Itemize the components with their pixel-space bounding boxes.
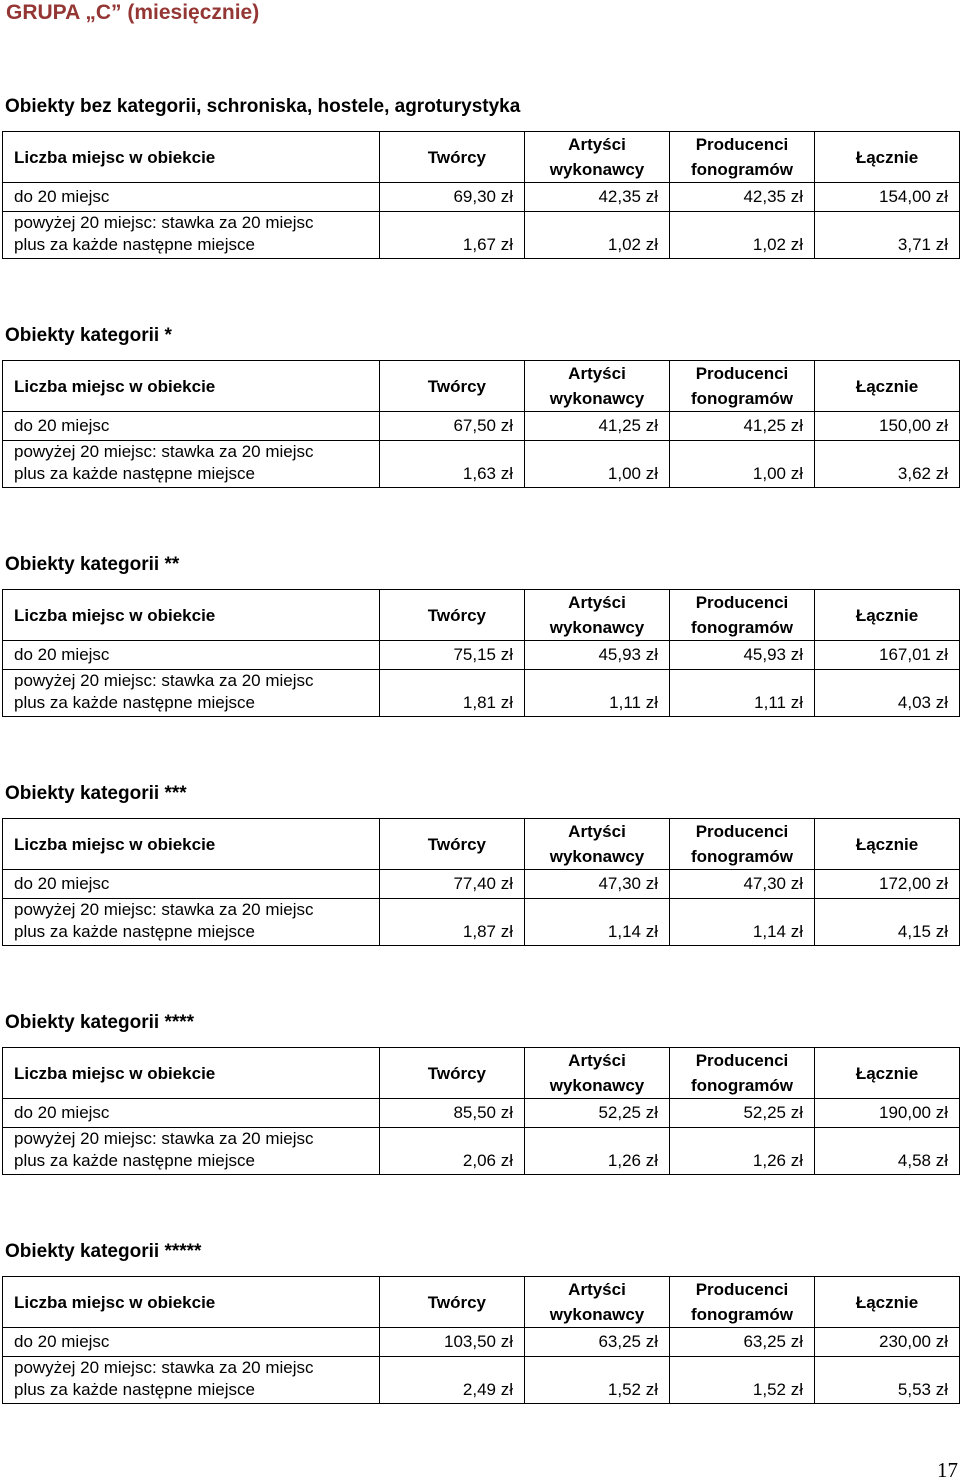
- value-creators: 85,50 zł: [380, 1099, 525, 1128]
- rate-table: [2, 360, 960, 488]
- row-label: powyżej 20 miejsc: stawka za 20 miejsc plus za każde następne miejsce: [3, 1128, 380, 1175]
- value-total: 167,01 zł: [815, 641, 960, 670]
- header-producers: Producenci fonogramów: [670, 132, 815, 183]
- row-label: powyżej 20 miejsc: stawka za 20 miejsc plus za każde następne miejsce: [3, 441, 380, 488]
- section-title: Obiekty kategorii ****: [5, 1012, 195, 1033]
- page-title: GRUPA „C” (miesięcznie): [6, 1, 260, 24]
- value-performers: 1,26 zł: [525, 1128, 670, 1175]
- header-total: Łącznie: [815, 132, 960, 183]
- row-label: do 20 miejsc: [3, 183, 380, 212]
- row-label: do 20 miejsc: [3, 412, 380, 441]
- table-row: [3, 441, 960, 488]
- value-total: 3,62 zł: [815, 441, 960, 488]
- value-producers: 1,11 zł: [670, 670, 815, 717]
- row-label: do 20 miejsc: [3, 1099, 380, 1128]
- header-total: Łącznie: [815, 590, 960, 641]
- header-creators: Twórcy: [380, 819, 525, 870]
- value-creators: 75,15 zł: [380, 641, 525, 670]
- header-creators: Twórcy: [380, 361, 525, 412]
- value-total: 172,00 zł: [815, 870, 960, 899]
- value-total: 230,00 zł: [815, 1328, 960, 1357]
- header-places: Liczba miejsc w obiekcie: [3, 132, 380, 183]
- value-performers: 1,14 zł: [525, 899, 670, 946]
- value-producers: 1,00 zł: [670, 441, 815, 488]
- header-places: Liczba miejsc w obiekcie: [3, 361, 380, 412]
- rate-table: [2, 1047, 960, 1175]
- value-total: 150,00 zł: [815, 412, 960, 441]
- table-header-row: [3, 1277, 960, 1328]
- rate-table: [2, 818, 960, 946]
- value-creators: 1,63 zł: [380, 441, 525, 488]
- table-row: [3, 670, 960, 717]
- value-total: 190,00 zł: [815, 1099, 960, 1128]
- section-title: Obiekty kategorii ***: [5, 783, 187, 804]
- header-performers: Artyści wykonawcy: [525, 1048, 670, 1099]
- row-label: powyżej 20 miejsc: stawka za 20 miejsc plus za każde następne miejsce: [3, 670, 380, 717]
- header-performers: Artyści wykonawcy: [525, 132, 670, 183]
- header-performers: Artyści wykonawcy: [525, 361, 670, 412]
- rate-section: [2, 550, 959, 712]
- page-number: 17: [937, 1458, 958, 1482]
- header-creators: Twórcy: [380, 1277, 525, 1328]
- value-producers: 1,26 zł: [670, 1128, 815, 1175]
- header-producers: Producenci fonogramów: [670, 819, 815, 870]
- header-creators: Twórcy: [380, 132, 525, 183]
- value-performers: 1,52 zł: [525, 1357, 670, 1404]
- header-creators: Twórcy: [380, 1048, 525, 1099]
- rate-section: [2, 92, 959, 254]
- value-creators: 2,06 zł: [380, 1128, 525, 1175]
- row-label: do 20 miejsc: [3, 1328, 380, 1357]
- value-producers: 45,93 zł: [670, 641, 815, 670]
- value-creators: 1,67 zł: [380, 212, 525, 259]
- table-row: [3, 899, 960, 946]
- value-creators: 1,87 zł: [380, 899, 525, 946]
- value-producers: 47,30 zł: [670, 870, 815, 899]
- header-performers: Artyści wykonawcy: [525, 819, 670, 870]
- rate-section: [2, 1008, 959, 1170]
- value-performers: 52,25 zł: [525, 1099, 670, 1128]
- table-row: [3, 1328, 960, 1357]
- rate-section: [2, 1237, 959, 1399]
- value-performers: 47,30 zł: [525, 870, 670, 899]
- section-title: Obiekty bez kategorii, schroniska, hostele, agroturystyka: [5, 96, 521, 117]
- row-label: powyżej 20 miejsc: stawka za 20 miejsc plus za każde następne miejsce: [3, 212, 380, 259]
- value-creators: 1,81 zł: [380, 670, 525, 717]
- rate-table: [2, 1276, 960, 1404]
- header-creators: Twórcy: [380, 590, 525, 641]
- table-header-row: [3, 361, 960, 412]
- rate-section: [2, 321, 959, 483]
- value-producers: 1,52 zł: [670, 1357, 815, 1404]
- header-total: Łącznie: [815, 1277, 960, 1328]
- rate-section: [2, 779, 959, 941]
- table-row: [3, 870, 960, 899]
- value-performers: 63,25 zł: [525, 1328, 670, 1357]
- section-title: Obiekty kategorii *****: [5, 1241, 202, 1262]
- header-total: Łącznie: [815, 819, 960, 870]
- section-title: Obiekty kategorii **: [5, 554, 180, 575]
- table-header-row: [3, 590, 960, 641]
- value-creators: 69,30 zł: [380, 183, 525, 212]
- rate-table: [2, 589, 960, 717]
- value-creators: 67,50 zł: [380, 412, 525, 441]
- value-performers: 1,02 zł: [525, 212, 670, 259]
- table-row: [3, 183, 960, 212]
- row-label: do 20 miejsc: [3, 641, 380, 670]
- row-label: do 20 miejsc: [3, 870, 380, 899]
- value-performers: 41,25 zł: [525, 412, 670, 441]
- table-header-row: [3, 132, 960, 183]
- value-producers: 63,25 zł: [670, 1328, 815, 1357]
- row-label: powyżej 20 miejsc: stawka za 20 miejsc plus za każde następne miejsce: [3, 899, 380, 946]
- header-producers: Producenci fonogramów: [670, 1277, 815, 1328]
- value-performers: 42,35 zł: [525, 183, 670, 212]
- value-producers: 1,14 zł: [670, 899, 815, 946]
- table-row: [3, 1099, 960, 1128]
- header-total: Łącznie: [815, 361, 960, 412]
- value-total: 4,03 zł: [815, 670, 960, 717]
- value-creators: 77,40 zł: [380, 870, 525, 899]
- header-places: Liczba miejsc w obiekcie: [3, 1277, 380, 1328]
- header-performers: Artyści wykonawcy: [525, 1277, 670, 1328]
- value-total: 154,00 zł: [815, 183, 960, 212]
- header-performers: Artyści wykonawcy: [525, 590, 670, 641]
- header-producers: Producenci fonogramów: [670, 361, 815, 412]
- table-row: [3, 641, 960, 670]
- value-producers: 52,25 zł: [670, 1099, 815, 1128]
- table-row: [3, 1357, 960, 1404]
- value-producers: 1,02 zł: [670, 212, 815, 259]
- value-total: 5,53 zł: [815, 1357, 960, 1404]
- value-creators: 2,49 zł: [380, 1357, 525, 1404]
- table-row: [3, 212, 960, 259]
- table-row: [3, 412, 960, 441]
- value-performers: 1,11 zł: [525, 670, 670, 717]
- section-title: Obiekty kategorii *: [5, 325, 172, 346]
- header-places: Liczba miejsc w obiekcie: [3, 590, 380, 641]
- value-producers: 41,25 zł: [670, 412, 815, 441]
- header-places: Liczba miejsc w obiekcie: [3, 1048, 380, 1099]
- value-total: 3,71 zł: [815, 212, 960, 259]
- table-header-row: [3, 819, 960, 870]
- value-producers: 42,35 zł: [670, 183, 815, 212]
- rate-table: [2, 131, 960, 259]
- header-total: Łącznie: [815, 1048, 960, 1099]
- row-label: powyżej 20 miejsc: stawka za 20 miejsc plus za każde następne miejsce: [3, 1357, 380, 1404]
- table-row: [3, 1128, 960, 1175]
- header-places: Liczba miejsc w obiekcie: [3, 819, 380, 870]
- value-total: 4,15 zł: [815, 899, 960, 946]
- value-performers: 45,93 zł: [525, 641, 670, 670]
- value-creators: 103,50 zł: [380, 1328, 525, 1357]
- value-performers: 1,00 zł: [525, 441, 670, 488]
- value-total: 4,58 zł: [815, 1128, 960, 1175]
- header-producers: Producenci fonogramów: [670, 590, 815, 641]
- header-producers: Producenci fonogramów: [670, 1048, 815, 1099]
- table-header-row: [3, 1048, 960, 1099]
